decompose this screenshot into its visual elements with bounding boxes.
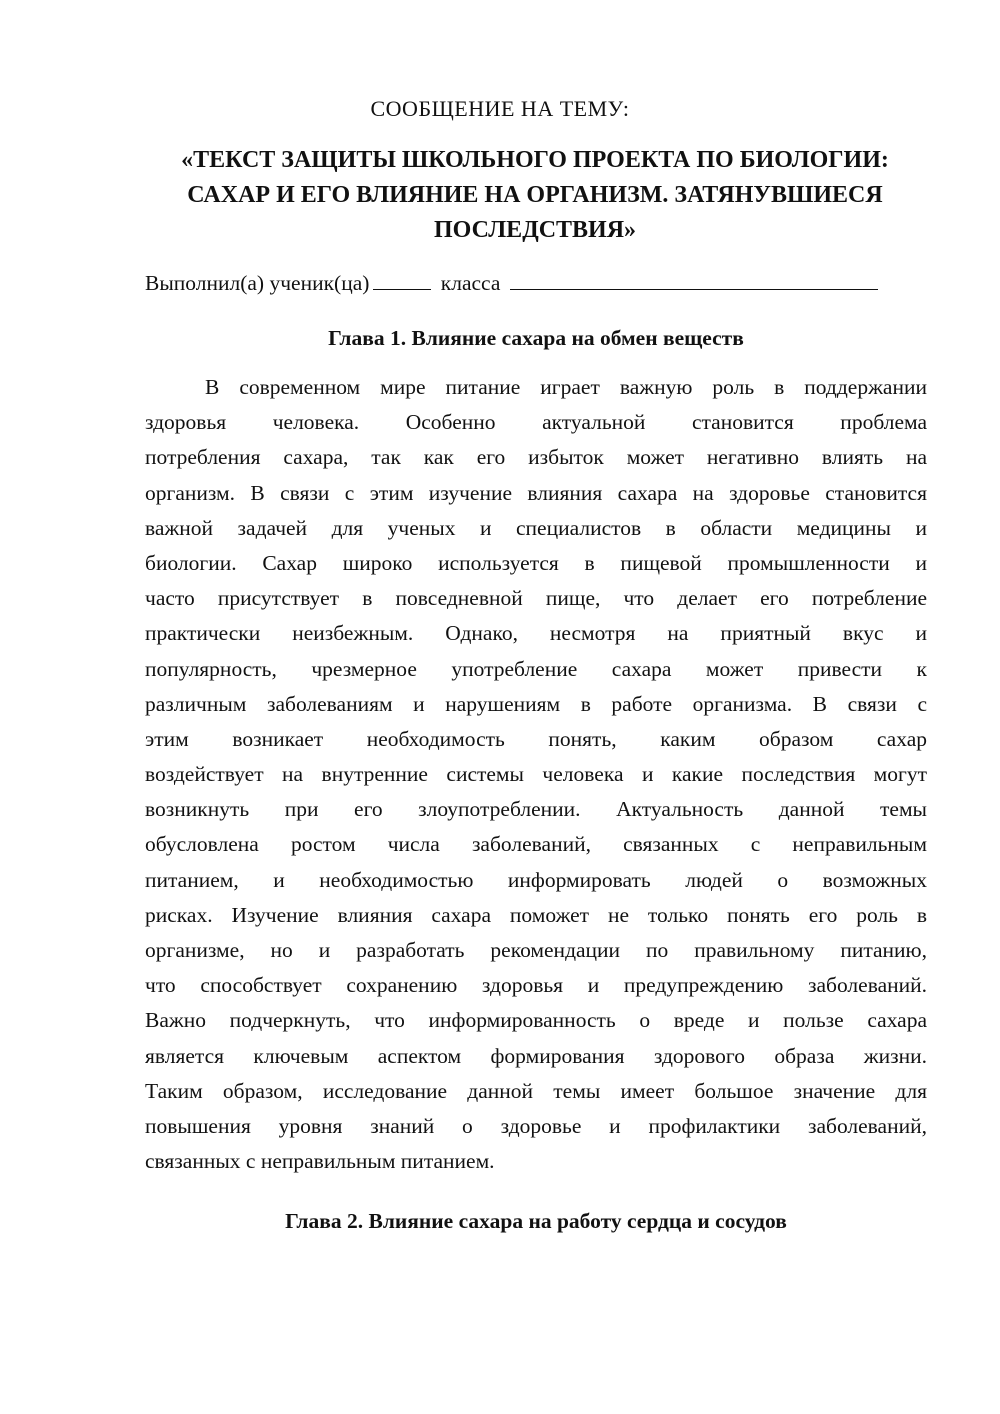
paragraph-line: организме, но и разработать рекомендации по правильному питанию,	[145, 938, 927, 962]
paragraph-line: является ключевым аспектом формирования здорового образа жизни.	[145, 1043, 927, 1068]
document-title-line: ПОСЛЕДСТВИЯ»	[433, 217, 637, 243]
author-line	[145, 268, 878, 298]
paragraph-line: Таким образом, исследование данной темы имеет большое значение для	[145, 1078, 927, 1103]
paragraph-line: возникнуть при его злоупотреблении. Актуальность данной темы	[145, 797, 927, 822]
paragraph-line: связанных с неправильным питанием.	[145, 1149, 495, 1174]
chapter-1-heading: Глава 1. Влияние сахара на обмен веществ	[328, 326, 744, 350]
document-type-label: СООБЩЕНИЕ НА ТЕМУ:	[370, 96, 630, 121]
document-title	[150, 143, 920, 248]
paragraph-line: важной задачей для ученых и специалистов в области медицины и	[145, 515, 927, 540]
paragraph-line: рисках. Изучение влияния сахара поможет не только понять его роль в	[145, 902, 927, 927]
author-class-word: класса	[440, 271, 501, 295]
paragraph-line: потребления сахара, так как его избыток может негативно влиять на	[145, 445, 927, 470]
paragraph-line: часто присутствует в повседневной пище, что делает его потребление	[145, 586, 927, 611]
paragraph-line: практически неизбежным. Однако, несмотря на приятный вкус и	[145, 621, 927, 646]
paragraph-line: этим возникает необходимость понять, каким образом сахар	[145, 726, 927, 751]
paragraph-line: обусловлена ростом числа заболеваний, связанных с неправильным	[145, 832, 927, 857]
document-title-line: «ТЕКСТ ЗАЩИТЫ ШКОЛЬНОГО ПРОЕКТА ПО БИОЛОГИИ:	[181, 147, 889, 173]
class-number-blank	[373, 269, 431, 290]
paragraph-line: В современном мире питание играет важную роль в поддержании	[205, 375, 927, 399]
paragraph-line: популярность, чрезмерное употребление сахара может привести к	[145, 656, 927, 681]
paragraph-line: питанием, и необходимостью информировать людей о возможных	[145, 867, 927, 892]
chapter-2-heading: Глава 2. Влияние сахара на работу сердца и сосудов	[285, 1209, 787, 1233]
paragraph-line: повышения уровня знаний о здоровье и профилактики заболеваний,	[145, 1113, 927, 1138]
document-title-line: САХАР И ЕГО ВЛИЯНИЕ НА ОРГАНИЗМ. ЗАТЯНУВШИЕСЯ	[187, 182, 883, 208]
student-name-blank	[510, 269, 878, 290]
chapter-1-body	[145, 370, 927, 1179]
paragraph-line: воздействует на внутренние системы человека и какие последствия могут	[145, 762, 927, 787]
paragraph-line: различным заболеваниям и нарушениям в работе организма. В связи с	[145, 691, 927, 716]
paragraph-line: Важно подчеркнуть, что информированность о вреде и пользе сахара	[145, 1008, 927, 1033]
author-prefix: Выполнил(а) ученик(ца)	[145, 271, 370, 295]
paragraph-line: биологии. Сахар широко используется в пищевой промышленности и	[145, 550, 927, 575]
paragraph-line: здоровья человека. Особенно актуальной становится проблема	[145, 410, 927, 435]
paragraph-line: что способствует сохранению здоровья и предупреждению заболеваний.	[145, 973, 927, 998]
paragraph-line: организм. В связи с этим изучение влияния сахара на здоровье становится	[145, 480, 927, 505]
